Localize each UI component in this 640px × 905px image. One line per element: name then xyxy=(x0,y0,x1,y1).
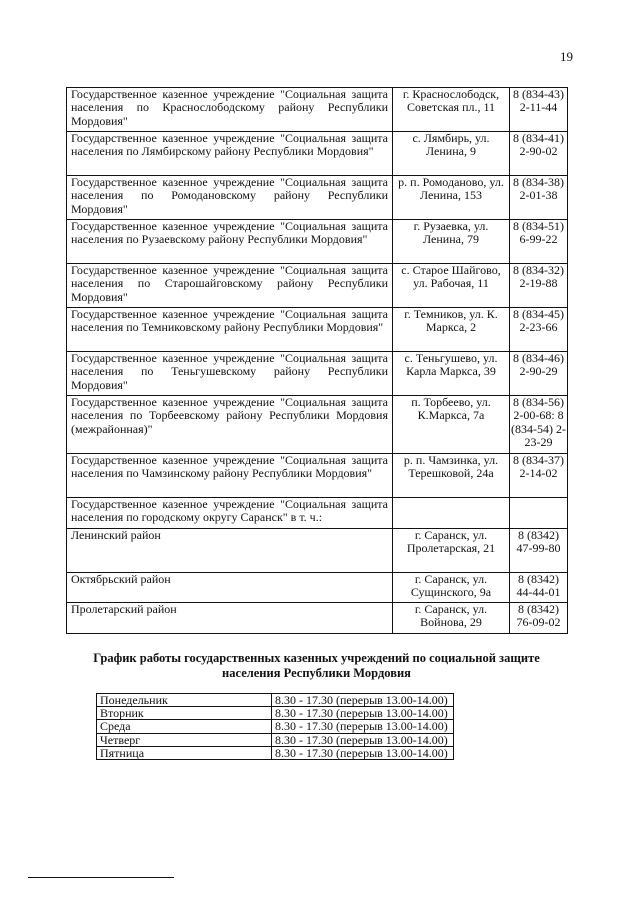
institution-phone: 8 (834-38) 2-01-38 xyxy=(510,176,568,220)
table-row xyxy=(67,88,568,132)
schedule-day: Понедельник xyxy=(97,694,272,707)
institution-address: г. Темников, ул. К. Маркса, 2 xyxy=(393,308,510,352)
table-row xyxy=(97,707,454,720)
institution-phone: 8 (834-46) 2-90-29 xyxy=(510,352,568,396)
table-row xyxy=(67,352,568,396)
table-row xyxy=(67,603,568,634)
table-row xyxy=(67,264,568,308)
institution-phone: 8 (834-37) 2-14-02 xyxy=(510,454,568,498)
table-row xyxy=(97,720,454,733)
schedule-hours: 8.30 - 17.30 (перерыв 13.00-14.00) xyxy=(272,720,454,733)
institution-name: Государственное казенное учреждение "Социальная защита населения по Старошайговскому району Республики Мордовия" xyxy=(67,264,393,308)
institution-address: р. п. Чамзинка, ул. Терешковой, 24а xyxy=(393,454,510,498)
institution-address: с. Лямбирь, ул. Ленина, 9 xyxy=(393,132,510,176)
table-row xyxy=(67,308,568,352)
table-row xyxy=(67,176,568,220)
district-name: Ленинский район xyxy=(67,529,393,573)
footnote-separator xyxy=(28,877,174,878)
institution-address: г. Саранск, ул. Войнова, 29 xyxy=(393,603,510,634)
district-name: Пролетарский район xyxy=(67,603,393,634)
schedule-table xyxy=(96,693,454,760)
institution-phone: 8 (8342) 47-99-80 xyxy=(510,529,568,573)
schedule-day: Четверг xyxy=(97,733,272,746)
institution-name: Государственное казенное учреждение "Социальная защита населения по Теньгушевскому району Республики Мордовия" xyxy=(67,352,393,396)
page-number: 19 xyxy=(560,49,573,64)
institution-address: г. Рузаевка, ул. Ленина, 79 xyxy=(393,220,510,264)
institution-phone: 8 (834-45) 2-23-66 xyxy=(510,308,568,352)
institution-phone: 8 (8342) 44-44-01 xyxy=(510,573,568,603)
institution-address: г. Саранск, ул. Сущинского, 9а xyxy=(393,573,510,603)
institution-address xyxy=(393,498,510,529)
institution-phone: 8 (8342) 76-09-02 xyxy=(510,603,568,634)
schedule-title: График работы государственных казенных учреждений по социальной защите населения Республики Мордовия xyxy=(93,651,540,680)
table-row xyxy=(67,573,568,603)
table-row xyxy=(67,132,568,176)
institution-address: г. Саранск, ул. Пролетарская, 21 xyxy=(393,529,510,573)
institution-name: Государственное казенное учреждение "Социальная защита населения по Ромодановскому району Республики Мордовия" xyxy=(67,176,393,220)
institution-name: Государственное казенное учреждение "Социальная защита населения по Рузаевскому району Республики Мордовия" xyxy=(67,220,393,264)
district-name: Октябрьский район xyxy=(67,573,393,603)
table-row xyxy=(67,529,568,573)
schedule-day: Среда xyxy=(97,720,272,733)
institution-phone: 8 (834-43) 2-11-44 xyxy=(510,88,568,132)
institution-name: Государственное казенное учреждение "Социальная защита населения по Темниковскому району Республики Мордовия" xyxy=(67,308,393,352)
table-row xyxy=(67,220,568,264)
institution-address: г. Краснослободск, Советская пл., 11 xyxy=(393,88,510,132)
institution-address: с. Старое Шайгово, ул. Рабочая, 11 xyxy=(393,264,510,308)
institution-name: Государственное казенное учреждение "Социальная защита населения по Лямбирскому району Республики Мордовия" xyxy=(67,132,393,176)
table-row xyxy=(97,694,454,707)
institution-name: Государственное казенное учреждение "Социальная защита населения по Торбеевскому району Республики Мордовия (межрайонная)" xyxy=(67,396,393,454)
institution-phone: 8 (834-51) 6-99-22 xyxy=(510,220,568,264)
institution-address: с. Теньгушево, ул. Карла Маркса, 39 xyxy=(393,352,510,396)
schedule-day: Вторник xyxy=(97,707,272,720)
table-row xyxy=(67,498,568,529)
institution-phone: 8 (834-32) 2-19-88 xyxy=(510,264,568,308)
institutions-table xyxy=(66,87,568,634)
institution-phone: 8 (834-56) 2-00-68: 8 (834-54) 2-23-29 xyxy=(510,396,568,454)
institution-name: Государственное казенное учреждение "Социальная защита населения по городскому округу Саранск" в т. ч.: xyxy=(67,498,393,529)
schedule-hours: 8.30 - 17.30 (перерыв 13.00-14.00) xyxy=(272,733,454,746)
schedule-hours: 8.30 - 17.30 (перерыв 13.00-14.00) xyxy=(272,707,454,720)
table-row xyxy=(97,746,454,759)
table-row xyxy=(67,454,568,498)
schedule-hours: 8.30 - 17.30 (перерыв 13.00-14.00) xyxy=(272,694,454,707)
schedule-day: Пятница xyxy=(97,746,272,759)
schedule-hours: 8.30 - 17.30 (перерыв 13.00-14.00) xyxy=(272,746,454,759)
institution-name: Государственное казенное учреждение "Социальная защита населения по Краснослободскому району Республики Мордовия" xyxy=(67,88,393,132)
institution-phone: 8 (834-41) 2-90-02 xyxy=(510,132,568,176)
institution-address: р. п. Ромоданово, ул. Ленина, 153 xyxy=(393,176,510,220)
institution-name: Государственное казенное учреждение "Социальная защита населения по Чамзинскому району Республики Мордовия" xyxy=(67,454,393,498)
institution-phone xyxy=(510,498,568,529)
table-row xyxy=(67,396,568,454)
institution-address: п. Торбеево, ул. К.Маркса, 7а xyxy=(393,396,510,454)
table-row xyxy=(97,733,454,746)
